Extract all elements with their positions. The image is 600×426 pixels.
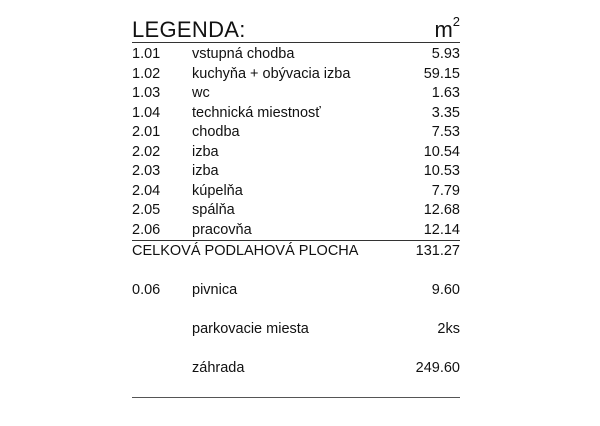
room-name: izba <box>192 163 219 179</box>
room-name: parkovacie miesta <box>192 321 309 337</box>
room-code: 1.01 <box>132 46 161 62</box>
extra-row <box>132 320 460 339</box>
room-row <box>132 84 460 103</box>
unit-label <box>434 14 460 43</box>
unit-base: m <box>434 17 453 42</box>
room-code: 2.03 <box>132 163 161 179</box>
room-name: kúpelňa <box>192 182 243 199</box>
room-code: 2.06 <box>132 221 161 238</box>
room-code: 2.05 <box>132 202 161 218</box>
room-area: 9.60 <box>431 282 460 298</box>
extra-row <box>132 359 460 378</box>
room-area: 12.68 <box>423 202 460 218</box>
legend-title: LEGENDA: <box>132 17 246 42</box>
room-row <box>132 65 460 84</box>
room-name: izba <box>192 143 219 160</box>
room-code: 2.01 <box>132 124 161 140</box>
room-area: 1.63 <box>431 85 460 101</box>
room-name: pivnica <box>192 282 238 298</box>
room-code: 0.06 <box>132 282 161 298</box>
room-name: chodba <box>192 124 240 140</box>
room-row <box>132 221 460 240</box>
room-area: 7.53 <box>431 124 460 140</box>
legend-header <box>132 14 460 43</box>
room-name: vstupná chodba <box>192 46 295 62</box>
room-name: pracovňa <box>192 221 252 238</box>
room-area: 5.93 <box>431 46 460 62</box>
room-row <box>132 143 460 162</box>
room-code: 2.02 <box>132 143 161 160</box>
unit-superscript: 2 <box>452 14 460 29</box>
room-code: 1.04 <box>132 104 161 121</box>
room-row <box>132 45 460 64</box>
room-row <box>132 201 460 220</box>
bottom-divider <box>132 397 460 398</box>
room-code: 2.04 <box>132 182 161 199</box>
room-area: 3.35 <box>431 104 460 121</box>
total-label: CELKOVÁ PODLAHOVÁ PLOCHA <box>132 243 359 259</box>
room-name: spálňa <box>192 202 235 218</box>
extra-row <box>132 281 460 300</box>
room-area: 249.60 <box>415 360 460 376</box>
room-area: 2ks <box>437 321 460 337</box>
total-area: 131.27 <box>415 243 460 259</box>
room-area: 7.79 <box>431 182 460 199</box>
room-code: 1.02 <box>132 65 161 82</box>
room-area: 12.14 <box>423 221 460 238</box>
room-code: 1.03 <box>132 85 161 101</box>
room-name: záhrada <box>192 360 245 376</box>
room-name: wc <box>192 85 210 101</box>
room-row <box>132 104 460 123</box>
room-area: 59.15 <box>423 65 460 82</box>
room-area: 10.54 <box>423 143 460 160</box>
room-row <box>132 182 460 201</box>
room-name: technická miestnosť <box>192 104 321 121</box>
total-floor-area-row <box>132 240 460 261</box>
room-row <box>132 162 460 181</box>
room-name: kuchyňa + obývacia izba <box>192 65 351 82</box>
room-area: 10.53 <box>423 163 460 179</box>
room-row <box>132 123 460 142</box>
